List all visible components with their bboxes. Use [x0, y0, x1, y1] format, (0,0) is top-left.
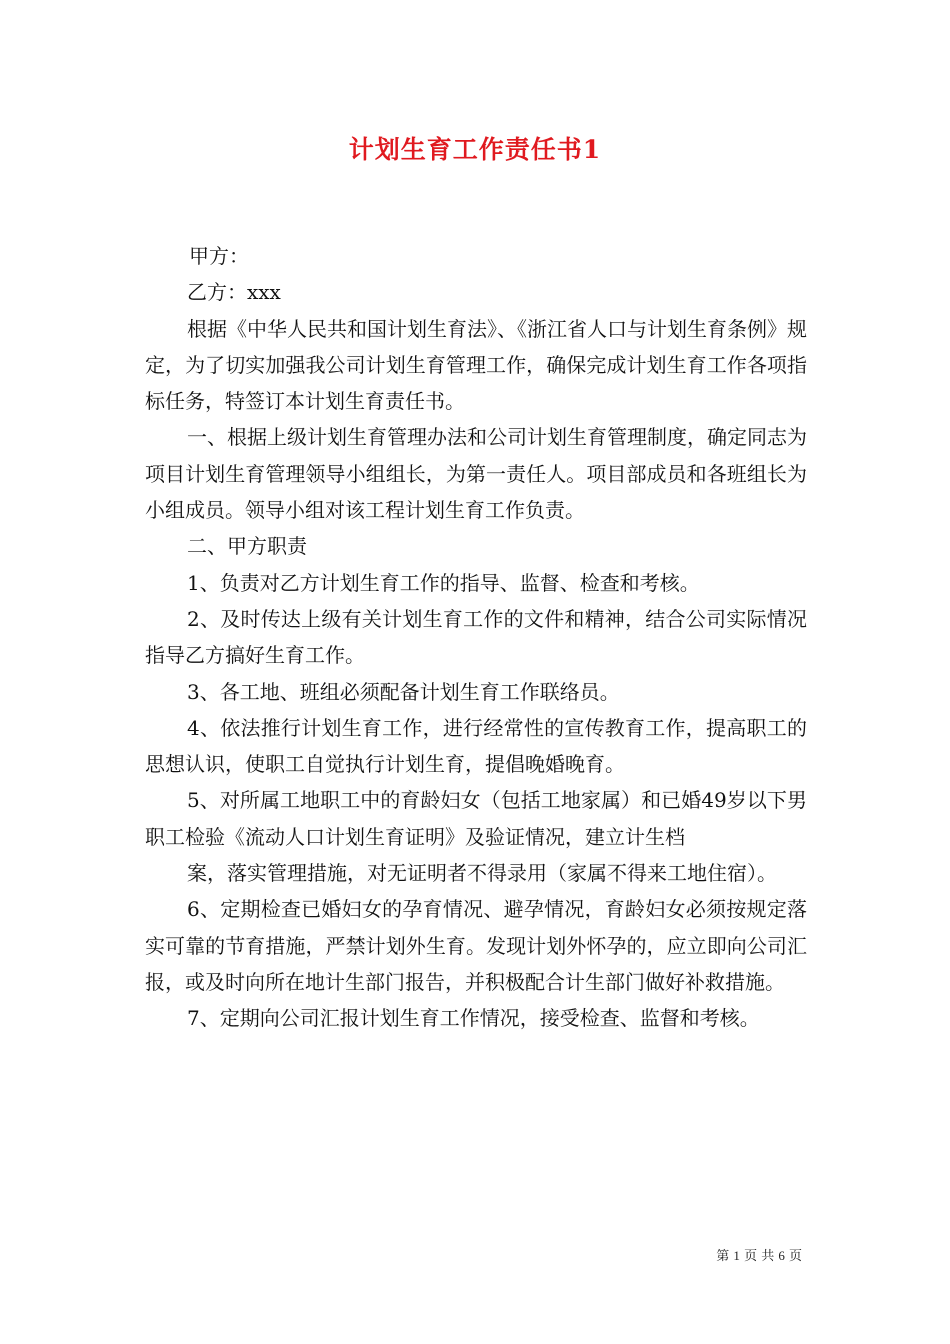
- duty-item-5: 5、对所属工地职工中的育龄妇女（包括工地家属）和已婚49岁以下男职工检验《流动人口计划生育证明》及验证情况，建立计生档: [145, 788, 807, 849]
- footer-total-pages: 6: [778, 1248, 785, 1263]
- party-a-line: 甲方：: [189, 244, 249, 268]
- document-title: 计划生育工作责任书1: [348, 135, 602, 164]
- duty-item-1: 1、负责对乙方计划生育工作的指导、监督、检查和考核。: [187, 570, 700, 595]
- duty-item-2: 2、及时传达上级有关计划生育工作的文件和精神，结合公司实际情况指导乙方搞好生育工作。: [145, 606, 807, 668]
- footer-middle: 页 共: [744, 1249, 775, 1264]
- duty-item-6: 6、定期检查已婚妇女的孕育情况、避孕情况，育龄妇女必须按规定落实可靠的节育措施，严禁计划外生育。发现计划外怀孕的，应立即向公司汇报，或及时向所在地计生部门报告，并积极配合计生部门做好补救措施。: [145, 897, 807, 994]
- duty-item-5-continued: 案，落实管理措施，对无证明者不得录用（家属不得来工地住宿）。: [187, 861, 777, 886]
- duty-item-7: 7、定期向公司汇报计划生育工作情况，接受检查、监督和考核。: [187, 1006, 760, 1031]
- section-two-heading: 二、甲方职责: [187, 534, 307, 559]
- footer-suffix: 页: [788, 1249, 802, 1264]
- duty-item-4: 4、依法推行计划生育工作，进行经常性的宣传教育工作，提高职工的思想认识，使职工自觉执行计划生育，提倡晚婚晚育。: [145, 715, 807, 777]
- document-body: [145, 238, 807, 1037]
- intro-paragraph: 根据《中华人民共和国计划生育法》、《浙江省人口与计划生育条例》规定，为了切实加强我公司计划生育管理工作，确保完成计划生育工作各项指标任务，特签订本计划生育责任书。: [145, 316, 807, 414]
- party-b-line: 乙方：xxx: [187, 280, 281, 305]
- page-number-footer: [716, 1246, 802, 1267]
- duty-item-3: 3、各工地、班组必须配备计划生育工作联络员。: [187, 679, 620, 704]
- section-one-paragraph: 一、根据上级计划生育管理办法和公司计划生育管理制度，确定同志为项目计划生育管理领导小组组长，为第一责任人。项目部成员和各班组长为小组成员。领导小组对该工程计划生育工作负责。: [145, 425, 807, 523]
- footer-current-page: 1: [733, 1248, 740, 1263]
- footer-prefix: 第: [716, 1249, 730, 1264]
